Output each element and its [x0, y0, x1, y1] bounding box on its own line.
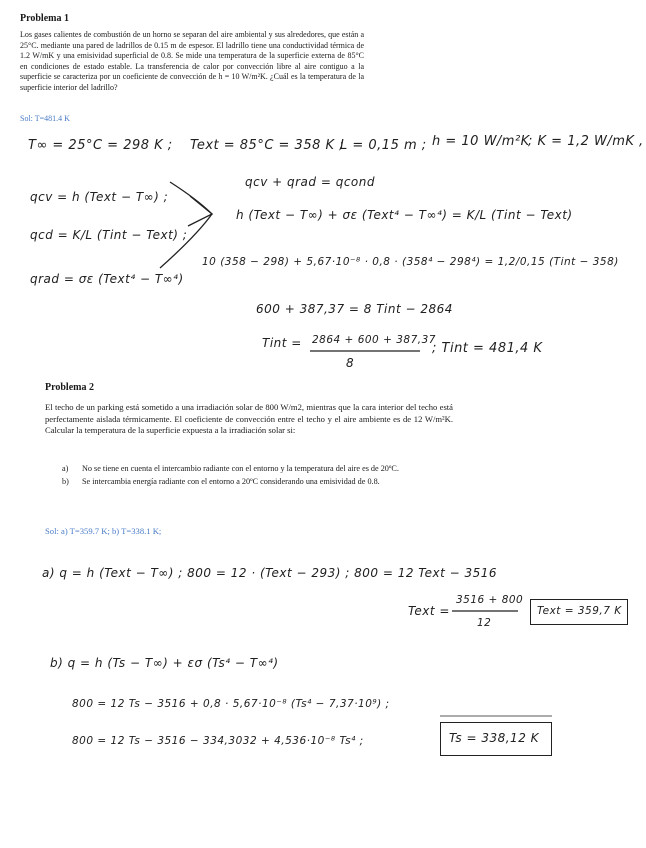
eq-qcv: qcv = h (Text − T∞) ;: [30, 190, 169, 204]
problem1-title: Problema 1: [20, 13, 69, 24]
given-text: Text = 85°C = 358 K ;: [190, 138, 345, 153]
problem1-solution: Sol: T=481.4 K: [20, 114, 70, 123]
tint-denominator: 8: [346, 356, 355, 370]
bracket-arrow: [160, 182, 212, 268]
given-h: h = 10 W/m²K: [432, 134, 530, 149]
problem2-statement: El techo de un parking está sometido a una irradiación solar de 800 W/m2, mientras que la cara interior del techo está perfectamente aislada térmicamente. El coeficiente de convección entre el techo y el aire ambiente es de 12 W/m²K. Calcular la temperatura de la superficie expuesta a la irradiación solar si:: [45, 402, 453, 435]
problem1-statement: Los gases calientes de combustión de un horno se separan del aire ambiental y sus alrededores, que están a 25°C. mediante una pared de ladrillos de 0.15 m de espesor. El ladrillo tiene una conductividad térmica de 1.2 W/mK y una emisividad superficial de 0.8. Se mide una temperatura de la superficie externa de 85°C en condiciones de estado estable. La transferencia de calor por convección libre al aire contiguo a la superficie se caracteriza por un coeficiente de convección de h = 10 W/m²K. ¿Cuál es la temperatura de la superficie interior del ladrillo?: [20, 30, 364, 92]
p2a-result: Text = 359,7 K: [537, 605, 622, 617]
p2b-line3: 800 = 12 Ts − 3516 − 334,3032 + 4,536·10⁻⁸ Ts⁴ ;: [72, 735, 364, 747]
eq-combined: h (Text − T∞) + σε (Text⁴ − T∞⁴) = K/L (Tint − Text): [236, 208, 573, 222]
problem2-title: Problema 2: [45, 382, 94, 393]
problem2-solution: Sol: a) T=359.7 K; b) T=338.1 K;: [45, 526, 162, 536]
p2b-line: b) q = h (Ts − T∞) + εσ (Ts⁴ − T∞⁴): [50, 656, 279, 670]
p2a-denominator: 12: [477, 617, 492, 629]
eq-qcd: qcd = K/L (Tint − Text) ;: [30, 228, 188, 242]
tint-numerator: 2864 + 600 + 387,37: [312, 334, 436, 346]
arrow-head: [188, 196, 212, 226]
eq-qrad: qrad = σε (Text⁴ − T∞⁴): [30, 272, 184, 286]
item-text: Se intercambia energía radiante con el entorno a 20ºC considerando una emisividad de 0.8.: [82, 476, 380, 486]
given-thickness: L = 0,15 m ;: [340, 138, 427, 153]
given-tinf: T∞ = 25°C = 298 K ;: [28, 138, 173, 153]
p2b-result: Ts = 338,12 K: [449, 731, 540, 745]
p2a-numerator: 3516 + 800: [456, 594, 524, 606]
item-text: No se tiene en cuenta el intercambio radiante con el entorno y la temperatura del aire es de 20ºC.: [82, 464, 399, 473]
p2a-line: a) q = h (Text − T∞) ; 800 = 12 · (Text − 293) ; 800 = 12 Text − 3516: [42, 566, 498, 580]
eq-sum: 600 + 387,37 = 8 Tint − 2864: [256, 302, 453, 316]
tint-result: ; Tint = 481,4 K: [432, 341, 543, 356]
p2a-label: Text =: [408, 604, 450, 618]
item-marker: a): [62, 464, 69, 473]
p2b-line2: 800 = 12 Ts − 3516 + 0,8 · 5,67·10⁻⁸ (Ts⁴ − 7,37·10⁹) ;: [72, 698, 390, 710]
tint-label: Tint =: [262, 336, 302, 350]
item-marker: b): [62, 476, 69, 486]
eq-balance: qcv + qrad = qcond: [245, 175, 375, 189]
eq-numbers: 10 (358 − 298) + 5,67·10⁻⁸ · 0,8 · (358⁴ − 298⁴) = 1,2/0,15 (Tint − 358): [202, 256, 619, 268]
given-k: ; K = 1,2 W/mK ,: [528, 134, 644, 149]
